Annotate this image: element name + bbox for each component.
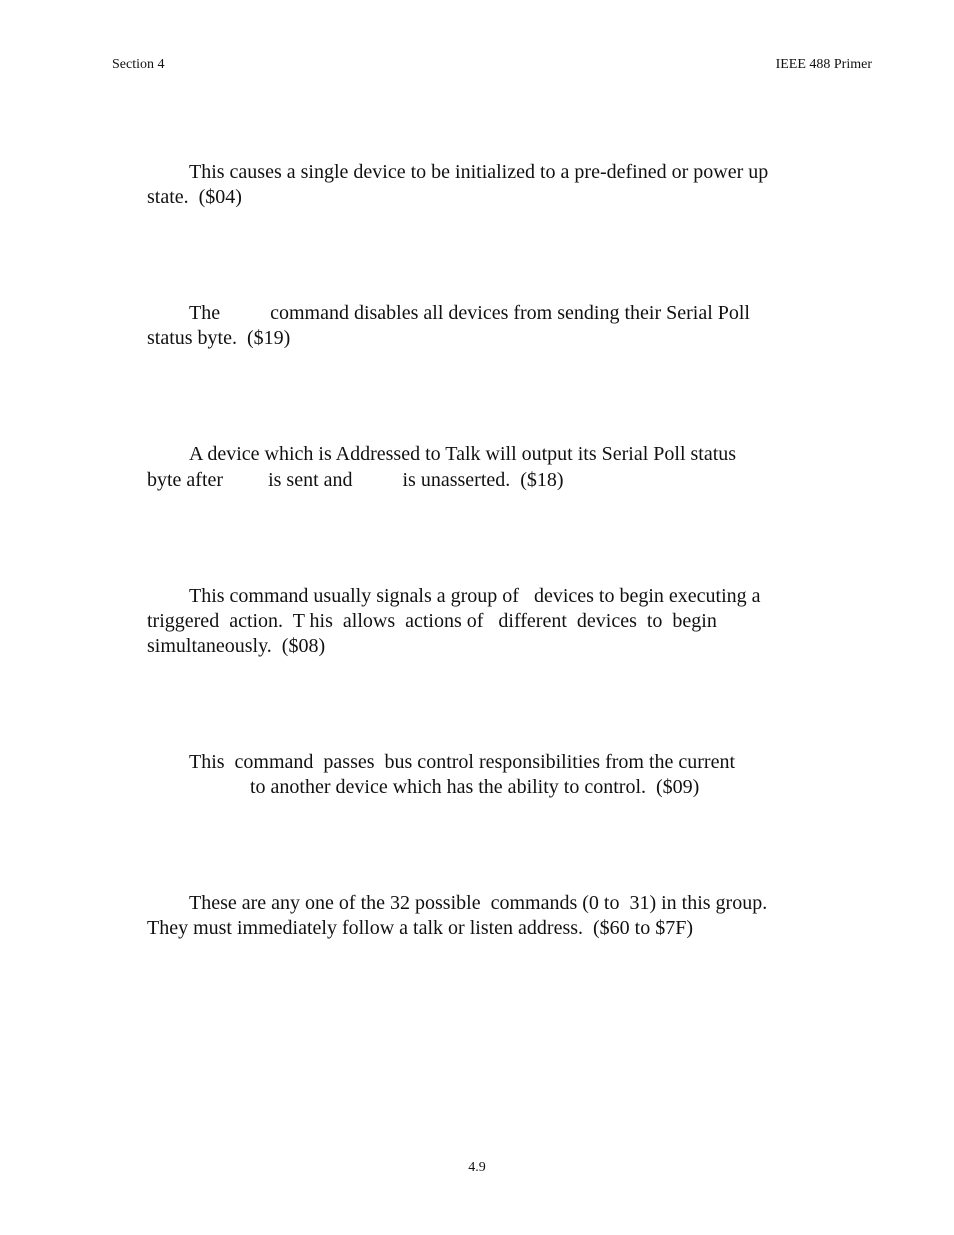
paragraph-line: simultaneously. ($08) [147, 635, 326, 657]
paragraph-line: This causes a single device to be initialized to a pre-defined or power up [189, 161, 769, 183]
paragraph-line: A device which is Addressed to Talk will output its Serial Poll status [189, 443, 737, 465]
section-label: Section 4 [112, 57, 165, 72]
page-number: 4.9 [468, 1160, 486, 1175]
paragraph-line: This command usually signals a group of devices to begin executing a [189, 585, 761, 607]
paragraph-line: status byte. ($19) [147, 327, 291, 349]
paragraph-line: byte after is sent and is unasserted. ($18) [147, 469, 564, 491]
paragraph-line: These are any one of the 32 possible commands (0 to 31) in this group. [189, 892, 768, 914]
paragraph-line: triggered action. T his allows actions of different devices to begin [147, 610, 717, 632]
paragraph-line: This command passes bus control responsibilities from the current [189, 751, 736, 773]
paragraph-line: to another device which has the ability to control. ($09) [250, 776, 700, 798]
paragraph-line: state. ($04) [147, 186, 242, 208]
paragraph-line: The command disables all devices from sending their Serial Poll [189, 302, 750, 324]
paragraph-line: They must immediately follow a talk or listen address. ($60 to $7F) [147, 917, 694, 939]
document-title: IEEE 488 Primer [775, 57, 872, 72]
